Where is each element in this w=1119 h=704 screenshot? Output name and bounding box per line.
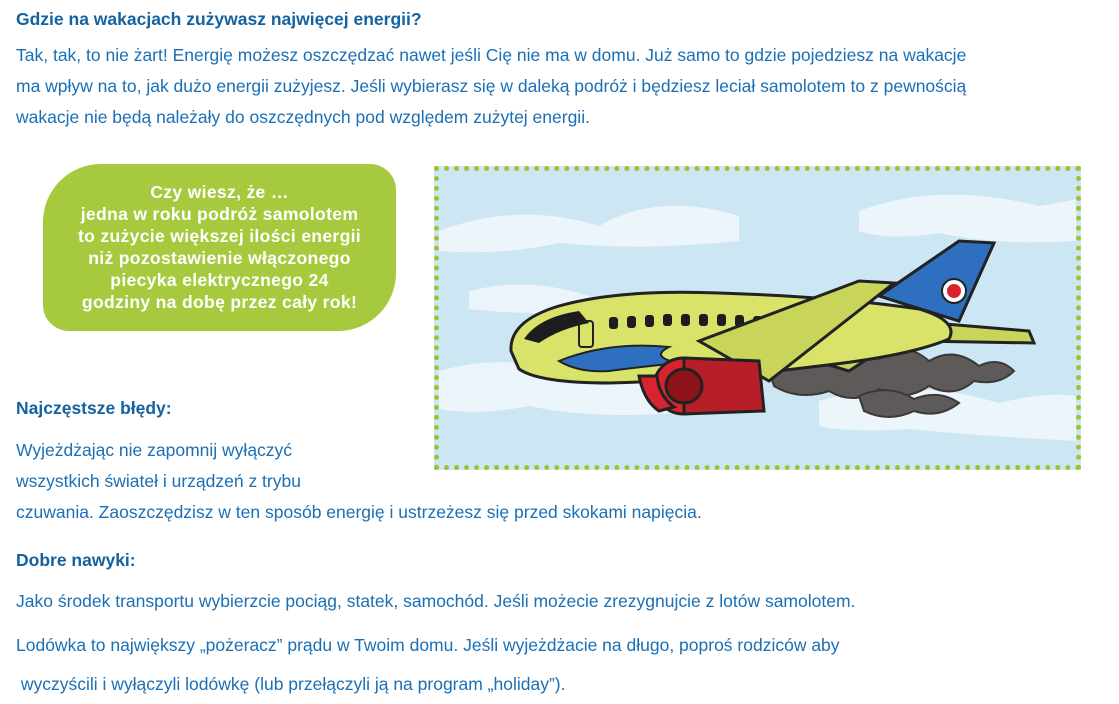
fact-line: godziny na dobę przez cały rok!: [81, 292, 358, 312]
fact-bubble: [43, 164, 396, 331]
page-title: Gdzie na wakacjach zużywasz najwięcej energii?: [16, 9, 422, 29]
fact-bubble-text: [43, 181, 396, 313]
habit-item-fridge: [16, 626, 1105, 704]
habit-line: Lodówka to największy „pożeracz” prądu w Twoim domu. Jeśli wyjeżdżacie na długo, poproś rodziców aby: [16, 635, 840, 655]
intro-line: Tak, tak, to nie żart! Energię możesz oszczędzać nawet jeśli Cię nie ma w domu. Już samo to gdzie pojedziesz na wakacje: [16, 45, 967, 65]
fact-line: to zużycie większej ilości energii: [77, 226, 361, 246]
mistakes-heading: Najczęstsze błędy:: [16, 398, 172, 418]
intro-line: wakacje nie będą należały do oszczędnych pod względem zużytej energii.: [16, 107, 590, 127]
mistakes-line: wszystkich świateł i urządzeń z trybu: [16, 471, 301, 491]
airplane-with-smoke-illustration: [439, 171, 1076, 465]
fact-line: niż pozostawienie włączonego: [88, 248, 351, 268]
intro-line: ma wpływ na to, jak dużo energii zużyjesz. Jeśli wybierasz się w daleką podróż i będziesz leciał samolotem to z pewnością: [16, 76, 967, 96]
habit-line: wyczyścili i wyłączyli lodówkę (lub przełączyli ją na program „holiday”).: [16, 674, 566, 694]
airplane-illustration-frame: [434, 166, 1081, 470]
fact-line: piecyka elektrycznego 24: [110, 270, 329, 290]
mistakes-paragraph: [16, 435, 1105, 528]
mistakes-line: Wyjeżdżając nie zapomnij wyłączyć: [16, 440, 293, 460]
fact-line: Czy wiesz, że …: [150, 182, 289, 202]
mistakes-line: czuwania. Zaoszczędzisz w ten sposób energię i ustrzeżesz się przed skokami napięcia.: [16, 502, 702, 522]
fact-line: jedna w roku podróż samolotem: [80, 204, 359, 224]
habit-item: Jako środek transportu wybierzcie pociąg, statek, samochód. Jeśli możecie zrezygnujcie z lotów samolotem.: [16, 591, 856, 611]
good-habits-heading: Dobre nawyki:: [16, 550, 136, 570]
intro-paragraph: [16, 40, 1105, 133]
